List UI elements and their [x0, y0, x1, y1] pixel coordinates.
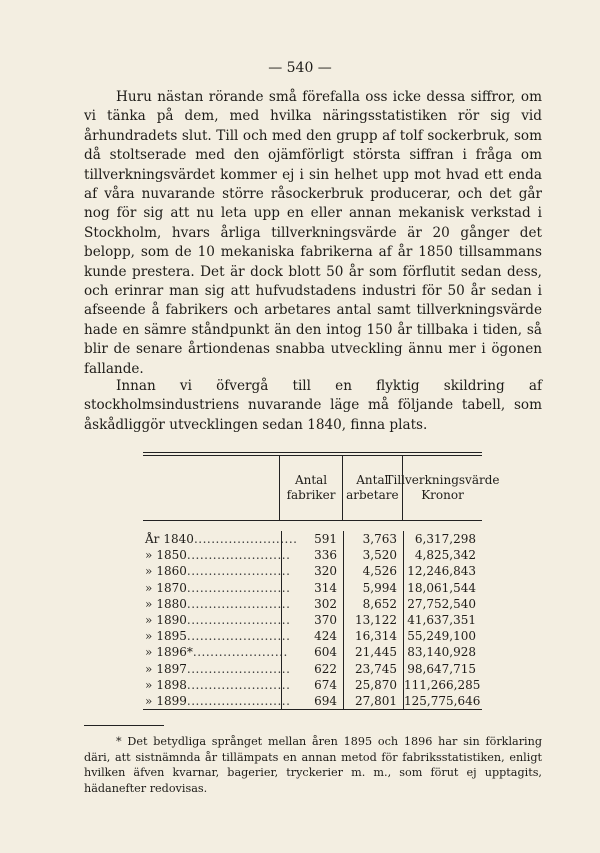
- cell-antal-fabriker: 674: [281, 677, 343, 693]
- paragraph-2: Innan vi öfvergå till en flyktig skildring af stockholmsindustriens nuvarande läge må följande tabell, som åskådliggör utvecklingen sedan 1840, finna plats.: [84, 378, 542, 433]
- row-leader-dots: ......................: [192, 645, 288, 660]
- cell-tillverkningsvarde: 83,140,928: [403, 644, 482, 660]
- cell-antal-arbetare: 21,445: [343, 644, 403, 660]
- table-row: [143, 580, 482, 596]
- table-row: [143, 693, 482, 709]
- row-prefix: »: [145, 629, 153, 644]
- cell-tillverkningsvarde: 55,249,100: [403, 628, 482, 644]
- cell-antal-fabriker: 591: [281, 531, 343, 547]
- cell-antal-fabriker: 314: [281, 580, 343, 596]
- cell-antal-fabriker: 302: [281, 596, 343, 612]
- row-leader-dots: ........................: [186, 661, 291, 676]
- cell-antal-arbetare: 25,870: [343, 677, 403, 693]
- row-label: [143, 644, 288, 660]
- row-leader-dots: ........................: [186, 629, 291, 644]
- cell-tillverkningsvarde: 4,825,342: [403, 547, 482, 563]
- row-year: 1880: [156, 596, 187, 611]
- cell-tillverkningsvarde: 12,246,843: [403, 563, 482, 579]
- row-leader-dots: ........................: [186, 612, 291, 627]
- cell-tillverkningsvarde: 111,266,285: [404, 677, 481, 692]
- row-label: [143, 677, 291, 693]
- statistics-table: [143, 452, 500, 710]
- cell-tillverkningsvarde: 18,061,544: [403, 580, 482, 596]
- cell-antal-arbetare: 27,801: [343, 693, 403, 709]
- header-antal-fabriker: Antal fabriker: [279, 456, 341, 520]
- cell-antal-arbetare: 3,763: [343, 531, 403, 547]
- table-row: [143, 628, 482, 644]
- cell-antal-arbetare: 13,122: [343, 612, 403, 628]
- row-prefix: »: [145, 548, 153, 563]
- row-year: 1898: [156, 677, 187, 692]
- paragraph-1: Huru nästan rörande små förefalla oss icke dessa siffror, om vi tänka på dem, med hvilka näringsstatistiken rör sig vid århundradets slut. Till och med den grupp af tolf sockerbruk, som då stoltserade med den ojämförligt största siffran i fråga om tillverkningsvärdet kommer ej i sin helhet upp mot hvad ett enda af våra nuvarande större råsockerbruk producerar, och det går nog för sig att nu leta upp en eller annan mekanisk verkstad i Stockholm, hvars årliga tillverkningsvärde är 20 gånger det belopp, som de 10 mekaniska fabrikerna af år 1850 tillsammans kunde prestera. Det är dock blott 50 år som förflutit sedan dess, och erinrar man sig att hufvudstadens industri för 50 år sedan i afseende å fabrikers och arbetares antal samt tillverkningsvärde hade en sämre ståndpunkt än den intog 150 år tillbaka i tiden, så blir de senare årtiondenas snabba utveckling ännu mer i ögonen fallande.: [84, 89, 542, 377]
- table-bottom-rule: [143, 709, 482, 710]
- cell-antal-arbetare: 5,994: [343, 580, 403, 596]
- row-prefix: »: [145, 645, 153, 660]
- row-label: [143, 563, 291, 579]
- row-prefix: »: [145, 612, 153, 627]
- cell-tillverkningsvarde: 6,317,298: [403, 531, 482, 547]
- cell-antal-fabriker: 424: [281, 628, 343, 644]
- row-prefix: »: [145, 677, 153, 692]
- cell-antal-fabriker: 336: [281, 547, 343, 563]
- cell-tillverkningsvarde: 27,752,540: [403, 596, 482, 612]
- footnote-rule: [84, 725, 164, 726]
- table-row: [143, 531, 482, 547]
- cell-antal-arbetare: 23,745: [343, 661, 403, 677]
- table-row: [143, 677, 482, 693]
- row-year: 1890: [156, 612, 187, 627]
- row-year: 1840: [163, 532, 194, 546]
- table-body: [143, 521, 482, 709]
- header-tillverkningsvarde: Tillverkningsvärde Kronor: [402, 456, 482, 520]
- row-leader-dots: ........................: [186, 693, 291, 708]
- row-leader-dots: ........................: [186, 580, 291, 595]
- row-label: [143, 693, 291, 709]
- row-label: [143, 661, 291, 677]
- row-year: 1895: [156, 629, 187, 644]
- row-leader-dots: ........................: [186, 548, 291, 563]
- cell-antal-fabriker: 370: [281, 612, 343, 628]
- cell-antal-arbetare: 16,314: [343, 628, 403, 644]
- table-row: [143, 547, 482, 563]
- cell-antal-arbetare: 3,520: [343, 547, 403, 563]
- row-year: 1896*: [156, 645, 193, 660]
- row-label: [143, 596, 291, 612]
- row-year: 1860: [156, 564, 187, 579]
- row-prefix: »: [145, 580, 153, 595]
- table-row: [143, 563, 482, 579]
- cell-antal-fabriker: 622: [281, 661, 343, 677]
- row-prefix: »: [145, 693, 153, 708]
- row-year: 1897: [156, 661, 187, 676]
- table-row: [143, 612, 482, 628]
- header-antal-arbetare: Antal arbetare: [342, 456, 402, 520]
- cell-antal-arbetare: 4,526: [343, 563, 403, 579]
- table-row: [143, 661, 482, 677]
- row-year: 1870: [156, 580, 187, 595]
- row-label: [143, 580, 291, 596]
- row-label: [143, 531, 298, 547]
- page-number: — 540 —: [268, 60, 332, 76]
- cell-tillverkningsvarde: 41,637,351: [403, 612, 482, 628]
- row-year: 1850: [156, 548, 187, 563]
- row-prefix: År: [145, 532, 160, 546]
- row-prefix: »: [145, 661, 153, 676]
- header-empty-cell: [143, 456, 279, 520]
- cell-antal-fabriker: 694: [281, 693, 343, 709]
- cell-antal-fabriker: 320: [281, 563, 343, 579]
- row-year: 1899: [156, 693, 187, 708]
- footnote: * Det betydliga språnget mellan åren 1895 och 1896 har sin förklaring däri, att sistnämnda år tillämpats en annan metod för fabriksstatistiken, enligt hvilken äfven kvarnar, bagerier, tryckerier m. m., som förut ej upptagits, hädanefter redovisas.: [84, 735, 542, 795]
- cell-tillverkningsvarde: 125,775,646: [404, 693, 481, 708]
- row-label: [143, 628, 291, 644]
- row-leader-dots: ........................: [186, 596, 291, 611]
- table-row: [143, 596, 482, 612]
- row-leader-dots: ........................: [186, 564, 291, 579]
- table-header: [143, 456, 500, 521]
- cell-antal-arbetare: 8,652: [343, 596, 403, 612]
- row-label: [143, 612, 291, 628]
- row-prefix: »: [145, 596, 153, 611]
- row-label: [143, 547, 291, 563]
- row-leader-dots: ........................: [193, 532, 298, 546]
- cell-antal-fabriker: 604: [281, 644, 343, 660]
- cell-tillverkningsvarde: 98,647,715: [403, 661, 482, 677]
- table-row: [143, 644, 482, 660]
- row-prefix: »: [145, 564, 153, 579]
- row-leader-dots: ........................: [186, 677, 291, 692]
